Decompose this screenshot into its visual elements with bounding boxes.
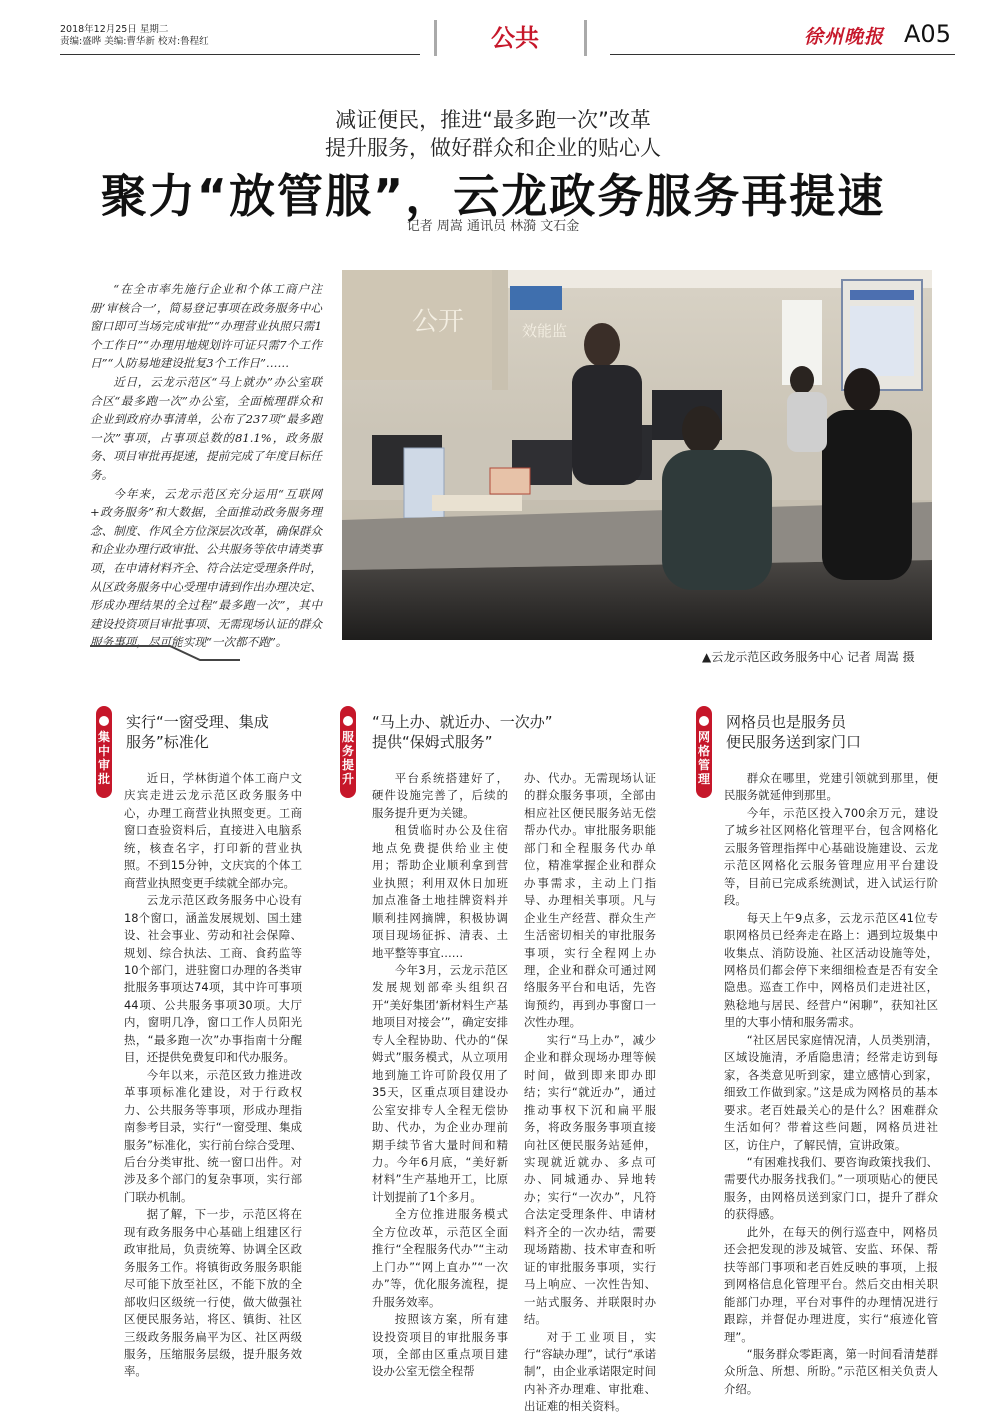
article-column-3 [524,770,656,1416]
badge-dot-icon [699,716,709,726]
wall-sign-right: 效能监 [522,322,568,340]
article-paragraph: “服务群众零距离，第一时间看清楚群众所急、所想、所盼。”示范区相关负责人介绍。 [724,1346,938,1396]
masthead-bar-left [434,20,455,56]
lead-end-mark [90,642,240,664]
article-paragraph: 按照该方案，所有建设投资项目的审批服务事项，全部由区重点项目建设办公室无偿全程帮 [372,1312,508,1379]
section-name: 公共 [491,24,539,52]
section-title-line: 便民服务送到家门口 [726,733,862,751]
section-title-line: “马上办、就近办、一次办” [372,713,553,731]
section-title-line: 网格员也是服务员 [726,713,847,731]
staff-line: 责编:盛晔 美编:曹华新 校对:鲁程红 [60,36,209,47]
section-title-line: 实行“一窗受理、集成 [126,713,269,731]
article-paragraph: 据了解，下一步，示范区将在现有政务服务中心基础上组建区行政审批局，负责统筹、协调全区政务服务工作。将镇街政务服务职能尽可能下放至社区，不能下放的全部收归区级统一行使，做大做强社区便民服务站，将区、镇街、社区三级政务服务扁平为区、社区两级服务，压缩服务层级，提升服务效率。 [124,1207,302,1379]
section-badge-text: 网格管理 [698,730,711,786]
kicker-line-2: 提升服务，做好群众和企业的贴心人 [325,136,661,160]
article-paragraph: 对于工业项目，实行“容缺办理”，试行“承诺制”，由企业承诺限定时间内补齐办理难、审批难、出证难的相关资料。 [524,1329,656,1414]
section-badge-text: 集中审批 [98,730,111,786]
service-hall-image [342,270,932,640]
section-badge-grid-management [696,706,712,798]
page-number: A05 [904,20,951,48]
lead-paragraph: 今年来，云龙示范区充分运用“互联网+政务服务”和大数据，全面推动政务服务理念、制度、作风全方位深层次改革，确保群众和企业办理行政审批、公共服务等依申请类事项，在申请材料齐全、符合法定受理条件时，从区政务服务中心受理申请到作出办理决定、形成办理结果的全过程“最多跑一次”，其中建设投资项目审批事项、无需现场认证的群众服务事项，尽可能实现“一次都不跑”。 [90,486,322,650]
section-title-2 [372,712,553,752]
section-title-line: 提供“保姆式服务” [372,733,493,751]
article-paragraph: 租赁临时办公及住宿地点免费提供给业主使用；帮助企业顺利拿到营业执照；利用双休日加班加点准备土地挂牌资料并顺利挂网摘牌，积极协调项目现场征拆、清表、土地平整等事宜…… [372,823,508,960]
section-badge-service-upgrade [340,706,356,798]
section-badge-text: 服务提升 [342,730,355,786]
article-paragraph: 办、代办。无需现场认证的群众服务事项，全部由相应社区便民服务站无偿帮办代办。审批服务职能部门和全程服务代办单位，精准掌握企业和群众办事需求，主动上门指导、办理相关事项。凡与企业生产经营、群众生产生活密切相关的审批服务事项，实行全程网上办理，企业和群众可通过网络服务平台和电话，先咨询预约，再到办事窗口一次性办理。 [524,771,656,1030]
article-paragraph: 近日，学林街道个体工商户文庆宾走进云龙示范区政务服务中心，办理工商营业执照变更。工商窗口查验资料后，直接进入电脑系统，核查名字，打印新的营业执照。不到15分钟，文庆宾的个体工商营业执照变更手续就全部办完。 [124,771,302,890]
article-paragraph: 今年3月，云龙示范区发展规划部牵头组织召开“美好集团‘新材料生产基地项目对接会’”，确定安排专人全程协助、代办的“保姆式”服务模式，从立项用地到施工许可阶段仅用了35天，区重点项目建设办公室安排专人全程无偿协助、代办，为企业办理前期手续节省大量时间和精力。今年6月底，“美好新材料”生产基地开工，比原计划提前了1个多月。 [372,962,508,1204]
article-column-4 [724,770,938,1398]
kicker-line-1: 减证便民，推进“最多跑一次”改革 [335,108,651,132]
lead-paragraph: “在全市率先施行企业和个体工商户注册‘审核合一’，简易登记事项在政务服务中心窗口即可当场完成审批”“办理营业执照只需1个工作日”“办理用地规划许可证只需7个工作日”“人防易地建设批复3个工作日”…… [90,282,322,371]
article-paragraph: “有困难找我们、要咨询政策找我们、需要代办服务找我们。”一项项贴心的便民服务，由网格员送到家门口，提升了群众的获得感。 [724,1154,938,1222]
byline: 记者 周嵩 通讯员 林漪 文石金 [406,219,580,234]
masthead-rule-right [610,54,955,55]
photo-caption: ▲云龙示范区政务服务中心 记者 周嵩 摄 [702,650,915,664]
lead-text [90,280,322,652]
article-paragraph: 云龙示范区政务服务中心设有18个窗口，涵盖发展规划、国土建设、社会事业、劳动和社会保障、规划、综合执法、工商、食药监等10个部门，进驻窗口办理的各类审批服务事项达74项，其中许可事项44项、公共服务事项30项。大厅内，窗明几净，窗口工作人员阳光热，“最多跑一次”办事指南十分醒目，还提供免费复印和代办服务。 [124,893,302,1065]
article-paragraph: 此外，在每天的例行巡查中，网格员还会把发现的涉及城管、安监、环保、帮扶等部门事项和老百姓反映的事项，上报到网格信息化管理平台。然后交由相关职能部门办理，平台对事件的办理情况进行跟踪，并督促办理进度，实行“痕迹化管理”。 [724,1224,938,1344]
section-title-1 [126,712,269,752]
article-paragraph: 群众在哪里，党建引领就到那里，便民服务就延伸到那里。 [724,771,938,803]
article-paragraph: 今年，示范区投入700余万元，建设了城乡社区网格化管理平台，包含网格化云服务管理指挥中心基础设施建设、云龙示范区网格化云服务管理应用平台建设等，目前已完成系统测试，进入试运行阶段。 [724,805,938,908]
section-title-3 [726,712,861,752]
section-title-line: 服务”标准化 [126,733,209,751]
article-column-1 [124,770,302,1381]
newspaper-logo: 徐州晚报 [804,26,885,48]
section-badge-centralized-approval [96,706,112,798]
masthead-bar-right [566,20,587,56]
badge-dot-icon [343,716,353,726]
article-paragraph: 今年以来，示范区致力推进改革事项标准化建设，对于行政权力、公共服务等事项，形成办理指南参考目录，实行“一窗受理、集成服务”标准化，实行前台综合受理、后台分类审批、统一窗口出件。对涉及多个部门的复杂事项，实行部门联办机制。 [124,1067,302,1204]
article-paragraph: 每天上午9点多，云龙示范区41位专职网格员已经奔走在路上：遇到垃圾集中收集点、消防设施、社区活动设施等处，网格员们都会停下来细细检查是否有安全隐患。巡查工作中，网格员们走进社区，熟稔地与居民、经营户“闲聊”，获知社区里的大事小情和服务需求。 [724,910,938,1030]
article-paragraph: “社区居民家庭情况清，人员类别清，区域设施清，矛盾隐患清；经常走访到每家，各类意见听到家，建立感情心到家，细致工作做到家。”这是成为网格员的基本要求。老百姓最关心的是什么？困难群众生活如何？带着这些问题，网格员进社区，访住户，了解民情，宣讲政策。 [724,1032,938,1152]
article-paragraph: 全方位推进服务模式全方位改革，示范区全面推行“全程服务代办”“主动上门办”“网上直办”“一次办”等，优化服务流程，提升服务效率。 [372,1207,508,1309]
article-column-2 [372,770,508,1381]
news-photo [342,270,932,640]
headline: 聚力“放管服”，云龙政务服务再提速 [100,169,886,223]
article-paragraph: 平台系统搭建好了，硬件设施完善了，后续的服务提升更为关键。 [372,771,508,820]
masthead-meta [60,24,209,48]
masthead-rule-left [60,54,420,55]
date-line: 2018年12月25日 星期二 [60,24,169,35]
badge-dot-icon [99,716,109,726]
wall-sign-left: 公开 [412,307,465,337]
lead-paragraph: 近日，云龙示范区“马上就办”办公室联合区“最多跑一次”办公室，全面梳理群众和企业到政府办事清单，公布了237项“最多跑一次”事项，占事项总数的81.1%，政务服务、项目审批再提速，提前完成了年度目标任务。 [90,374,322,482]
article-paragraph: 实行“马上办”，减少企业和群众现场办理等候时间，做到即来即办即结；实行“就近办”，通过推动事权下沉和扁平服务，将政务服务事项直接向社区便民服务站延伸，实现就近就办、多点可办、同城通办、异地转办；实行“一次办”，凡符合法定受理条件、申请材料齐全的一次办结，需要现场踏勘、技术审查和听证的审批服务事项，实行马上响应、一次性告知、一站式服务、并联限时办结。 [524,1032,656,1327]
